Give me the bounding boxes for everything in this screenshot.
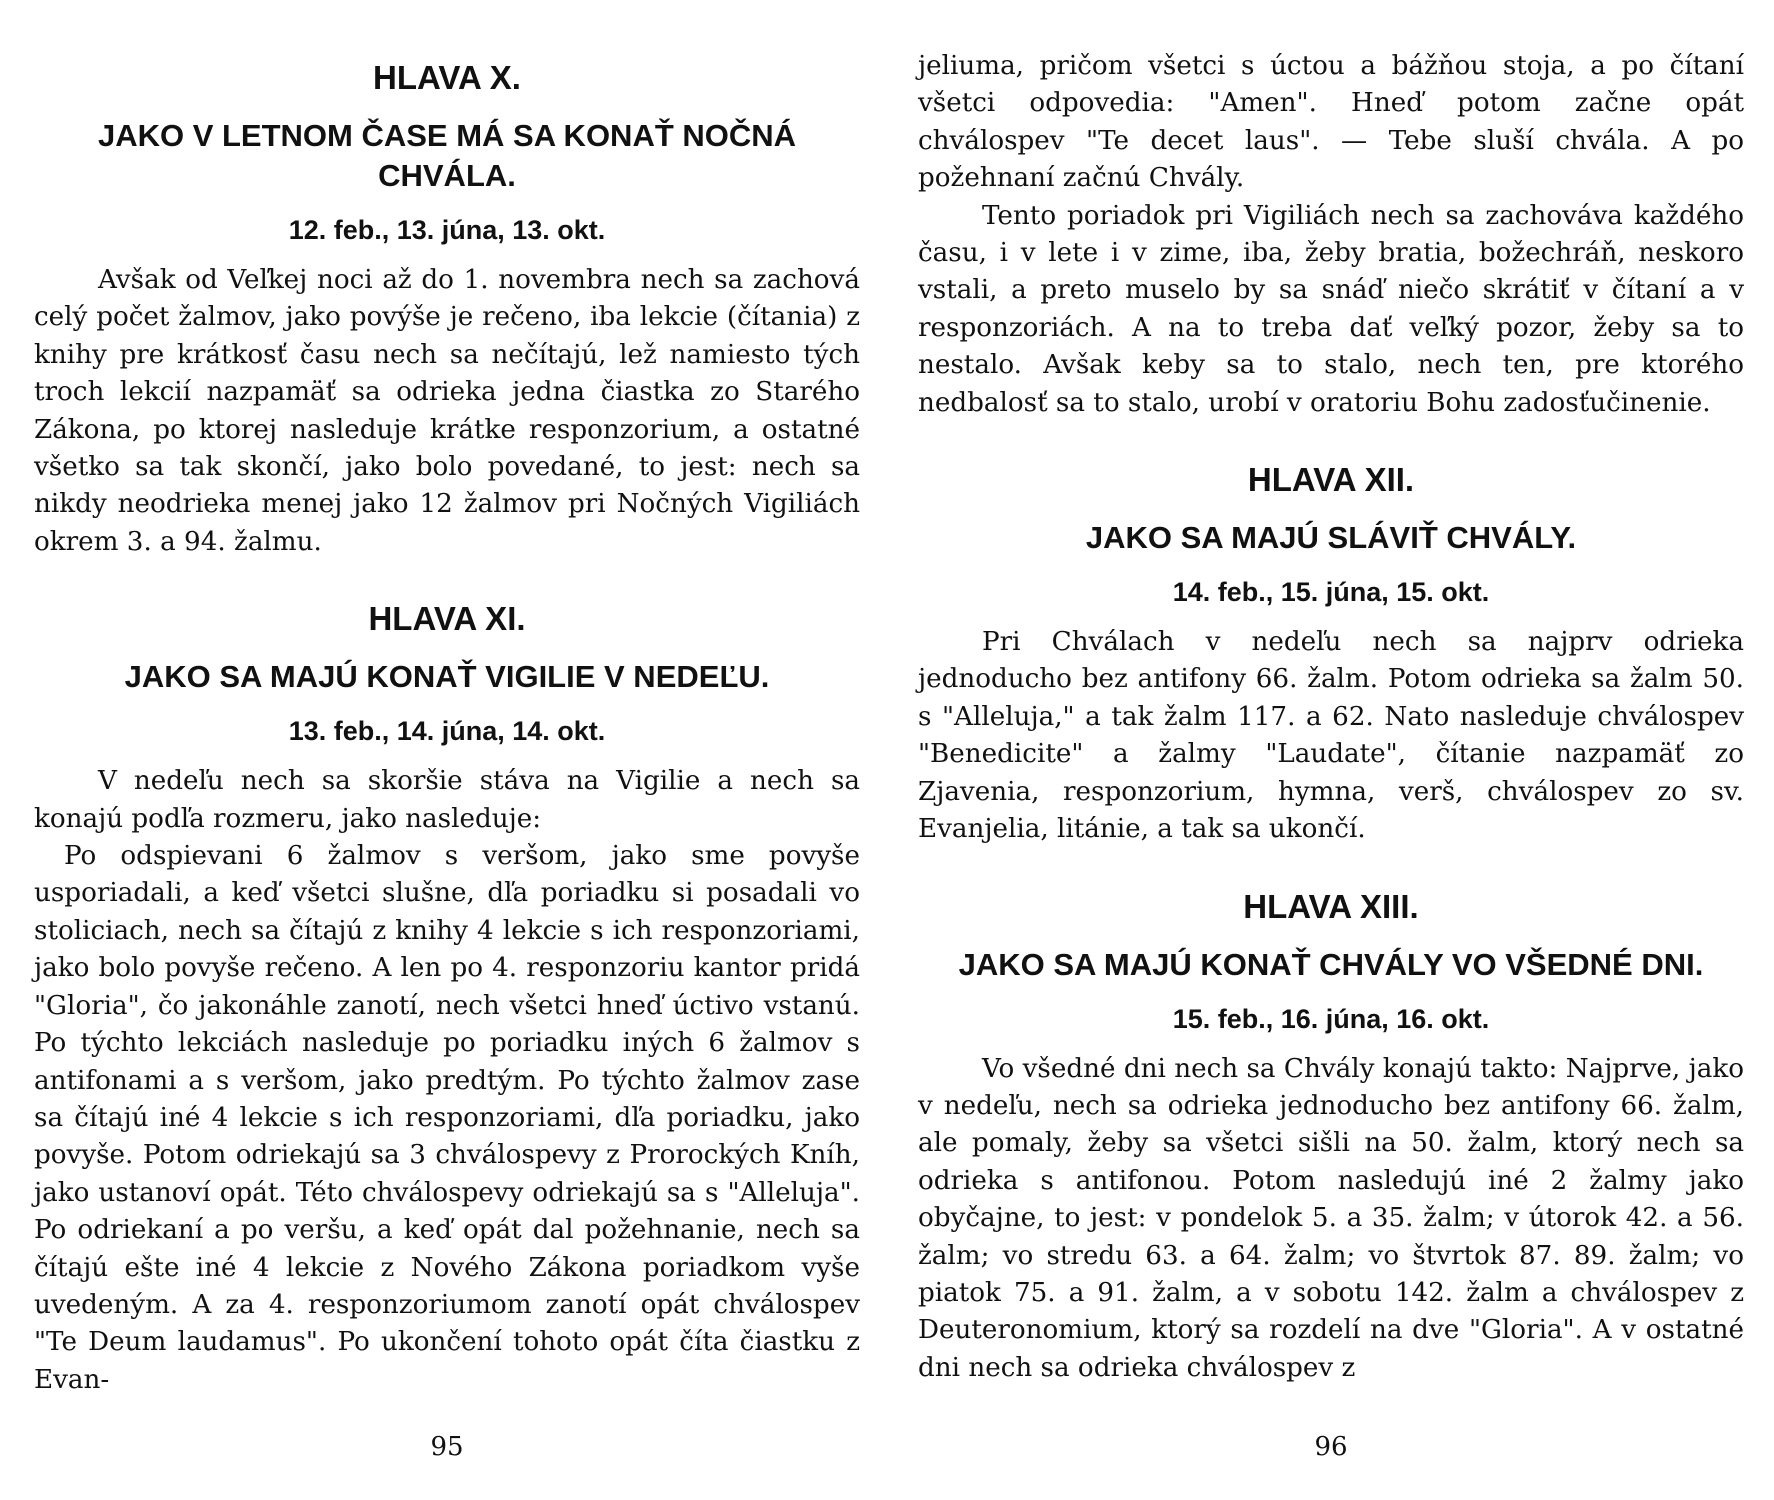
page-number-left: 95 [430, 1432, 464, 1462]
chapter-10-date: 12. feb., 13. júna, 13. okt. [288, 215, 606, 245]
chapter-13-title: JAKO SA MAJÚ KONAŤ CHVÁLY VO VŠEDNÉ DNI. [958, 946, 1704, 982]
chapter-11-paragraph-2: Po odspievani 6 žalmov s veršom, jako sme povyše usporiadali, a keď všetci slušne, dľa poriadku si posadali vo stoliciach, nech sa čítajú z knihy 4 lekcie s ich responzoriami, jako bolo povyše rečeno. A len po 4. responzoriu kantor pridá "Gloria", čo jakonáhle zanotí, nech všetci hneď úctivo vstanú. Po týchto lekciách nasleduje po poriadku iných 6 žalmov s antifonami a s veršom, jako predtým. Po týchto žalmov zase sa čítajú iné 4 lekcie s ich responzoriami, dľa poriadku, jako povyše. Potom odriekajú sa 3 chválospevy z Prorockých Kníh, jako ustanoví opát. Této chválospevy odriekajú sa s "Alleluja". Po odriekaní a po veršu, a keď opát dal požehnanie, nech sa čítajú ešte iné 4 lekcie z Nového Zákona poriadkom vyše uvedeným. A za 4. responzoriumom zanotí opát chválospev "Te Deum laudamus". Po ukončení tohoto opát číta čiastku z Evan- [34, 841, 860, 1395]
chapter-13-paragraph: Vo všedné dni nech sa Chvály konajú takto: Najprve, jako v nedeľu, nech sa odrieka jednoducho bez antifony 66. žalm, ale pomaly, žeby sa všetci sišli na 50. žalm, ktorý nech sa odrieka s antifonou. Potom nasledujú iné 2 žalmy jako obyčajne, to jest: v pondelok 5. a 35. žalm; v útorok 42. a 56. žalm; vo stredu 63. a 64. žalm; vo štvrtok 87. 89. žalm; vo piatok 75. a 91. žalm, a v sobotu 142. žalm a chválospev z Deuteronomium, ktorý sa rozdelí na dve "Gloria". A v ostatné dni nech sa odrieka chválospev z [918, 1053, 1744, 1383]
chapter-10-heading: HLAVA X. [373, 59, 521, 96]
chapter-11-date: 13. feb., 14. júna, 14. okt. [288, 716, 606, 747]
chapter-13-date: 15. feb., 16. júna, 16. okt. [1172, 1003, 1490, 1034]
left-page [34, 0, 860, 1462]
chapter-12-heading: HLAVA XII. [1247, 461, 1415, 499]
chapter-12-title: JAKO SA MAJÚ SLÁVIŤ CHVÁLY. [1085, 520, 1577, 556]
chapter-12-date: 14. feb., 15. júna, 15. okt. [1172, 577, 1490, 608]
chapter-11-heading: HLAVA XI. [368, 600, 526, 638]
chapter-11-paragraph-1: V nedeľu nech sa skoršie stáva na Vigilie a nech sa konajú podľa rozmeru, jako nasleduje: [34, 766, 860, 834]
continued-paragraph: jeliuma, pričom všetci s úctou a bážňou stoja, a po čítaní všetci odpovedia: "Amen". Hneď potom začne opát chválospev "Te decet laus". — Tebe sluší chvála. A po požehnaní začnú Chvály. [918, 51, 1744, 194]
chapter-13-heading: HLAVA XIII. [1243, 887, 1419, 925]
page-number-right: 96 [1314, 1432, 1348, 1462]
chapter-11-title: JAKO SA MAJÚ KONAŤ VIGILIE V NEDEĽU. [124, 659, 770, 695]
vigil-order-paragraph: Tento poriadok pri Vigiliách nech sa zachováva každého času, i v lete i v zime, iba, žeby bratia, božechráň, neskoro vstali, a preto muselo by sa snáď niečo skrátiť v čítaní a v responzoriách. A na to treba dať veľký pozor, žeby sa to nestalo. Avšak keby sa to stalo, nech ten, pre ktorého nedbalosť sa to stalo, urobí v oratoriu Bohu zadosťučinenie. [918, 200, 1744, 418]
chapter-10-paragraph: Avšak od Veľkej noci až do 1. novembra nech sa zachová celý počet žalmov, jako povýše je rečeno, iba lekcie (čítania) z knihy pre krátkosť času nech sa nečítajú, lež namiesto tých troch lekcií nazpamäť sa odrieka jedna čiastka zo Starého Zákona, po ktorej nasleduje krátke responzorium, a ostatné všetko sa tak skončí, jako bolo povedané, to jest: nech sa nikdy neodrieka menej jako 12 žalmov pri Nočných Vigiliách okrem 3. a 94. žalmu. [34, 265, 860, 557]
right-page [918, 0, 1744, 1462]
chapter-10-title: JAKO V LETNOM ČASE MÁ SA KONAŤ NOČNÁ CHVÁLA. [97, 118, 797, 193]
chapter-12-paragraph: Pri Chválach v nedeľu nech sa najprv odrieka jednoducho bez antifony 66. žalm. Potom odrieka sa žalm 50. s "Alleluja," a tak žalm 117. a 62. Nato nasleduje chválospev "Benedicite" a žalmy "Laudate", čítanie nazpamäť zo Zjavenia, responzorium, hymna, verš, chválospev zo sv. Evanjelia, litánie, a tak sa ukončí. [918, 627, 1744, 845]
